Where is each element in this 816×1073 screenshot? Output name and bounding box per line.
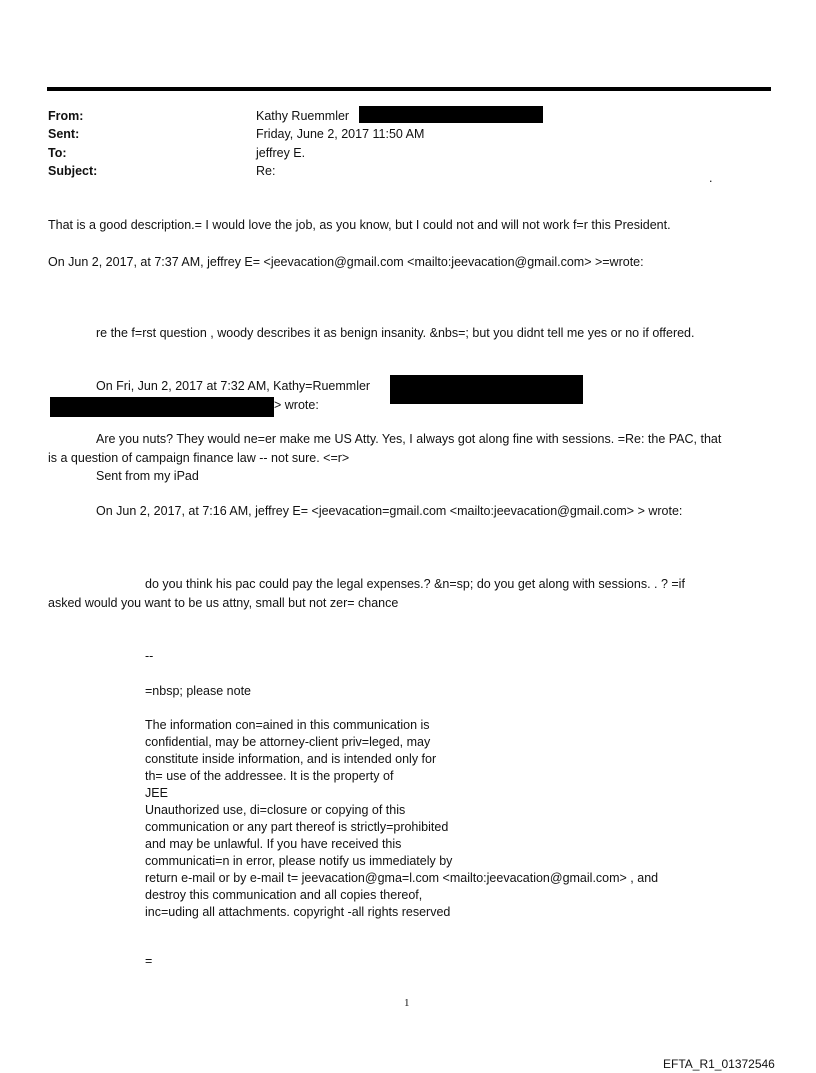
quote3-line1: do you think his pac could pay the legal expenses.? &n=sp; do you get along with sessions. . ? =if xyxy=(145,577,685,591)
redaction-box xyxy=(390,375,583,404)
signature-note: =nbsp; please note xyxy=(145,684,251,698)
quote2-header-b: > wrote: xyxy=(274,398,319,412)
quote2-line2: is a question of campaign finance law -- not sure. <=r> xyxy=(48,451,350,465)
disclaimer-line: inc=uding all attachments. copyright -all rights reserved xyxy=(145,905,451,919)
disclaimer-line: return e-mail or by e-mail t= jeevacation@gma=l.com <mailto:jeevacation@gmail.com> , and xyxy=(145,871,659,885)
subject-value: Re: xyxy=(256,164,276,178)
redaction-box xyxy=(50,397,274,417)
disclaimer-line: constitute inside information, and is intended only for xyxy=(145,752,437,766)
sent-value: Friday, June 2, 2017 11:50 AM xyxy=(256,127,425,141)
subject-label: Subject: xyxy=(48,164,98,178)
redaction-box xyxy=(359,106,543,123)
disclaimer-line: confidential, may be attorney-client priv=leged, may xyxy=(145,735,431,749)
disclaimer-line: destroy this communication and all copies thereof, xyxy=(145,888,423,902)
quote3-line2: asked would you want to be us attny, small but not zer= chance xyxy=(48,596,399,610)
from-label: From: xyxy=(48,109,84,123)
disclaimer-line: communication or any part thereof is strictly=prohibited xyxy=(145,820,449,834)
quote1-header: On Jun 2, 2017, at 7:37 AM, jeffrey E= <jeevacation@gmail.com <mailto:jeevacation@gmail.com> >=wrote: xyxy=(48,255,644,269)
disclaimer-line: JEE xyxy=(145,786,168,800)
quote3-header: On Jun 2, 2017, at 7:16 AM, jeffrey E= <jeevacation=gmail.com <mailto:jeevacation@gmail.com> > wrote: xyxy=(96,504,683,518)
quote2-line3: Sent from my iPad xyxy=(96,469,199,483)
header-rule xyxy=(47,87,771,91)
document-id: EFTA_R1_01372546 xyxy=(663,1057,775,1071)
disclaimer-line: Unauthorized use, di=closure or copying of this xyxy=(145,803,406,817)
disclaimer-line: th= use of the addressee. It is the property of xyxy=(145,769,394,783)
end-equals: = xyxy=(145,954,153,968)
reply-text: That is a good description.= I would love the job, as you know, but I could not and will not work f=r this President. xyxy=(48,218,671,232)
quote2-line1: Are you nuts? They would ne=er make me US Atty. Yes, I always got along fine with sessions. =Re: the PAC, that xyxy=(96,432,722,446)
disclaimer-line: The information con=ained in this communication is xyxy=(145,718,430,732)
from-value: Kathy Ruemmler xyxy=(256,109,350,123)
quote1-text: re the f=rst question , woody describes it as benign insanity. &nbs=; but you didnt tell me yes or no if offered. xyxy=(96,326,695,340)
disclaimer-line: communicati=n in error, please notify us immediately by xyxy=(145,854,453,868)
to-value: jeffrey E. xyxy=(256,146,306,160)
quote2-header-a: On Fri, Jun 2, 2017 at 7:32 AM, Kathy=Ruemmler xyxy=(96,379,371,393)
disclaimer-line: and may be unlawful. If you have received this xyxy=(145,837,402,851)
signature-dashes: -- xyxy=(145,649,154,663)
to-label: To: xyxy=(48,146,67,160)
stray-dot: . xyxy=(709,171,713,185)
disclaimer-block xyxy=(145,717,658,921)
sent-label: Sent: xyxy=(48,127,80,141)
page-number: 1 xyxy=(404,997,410,1009)
